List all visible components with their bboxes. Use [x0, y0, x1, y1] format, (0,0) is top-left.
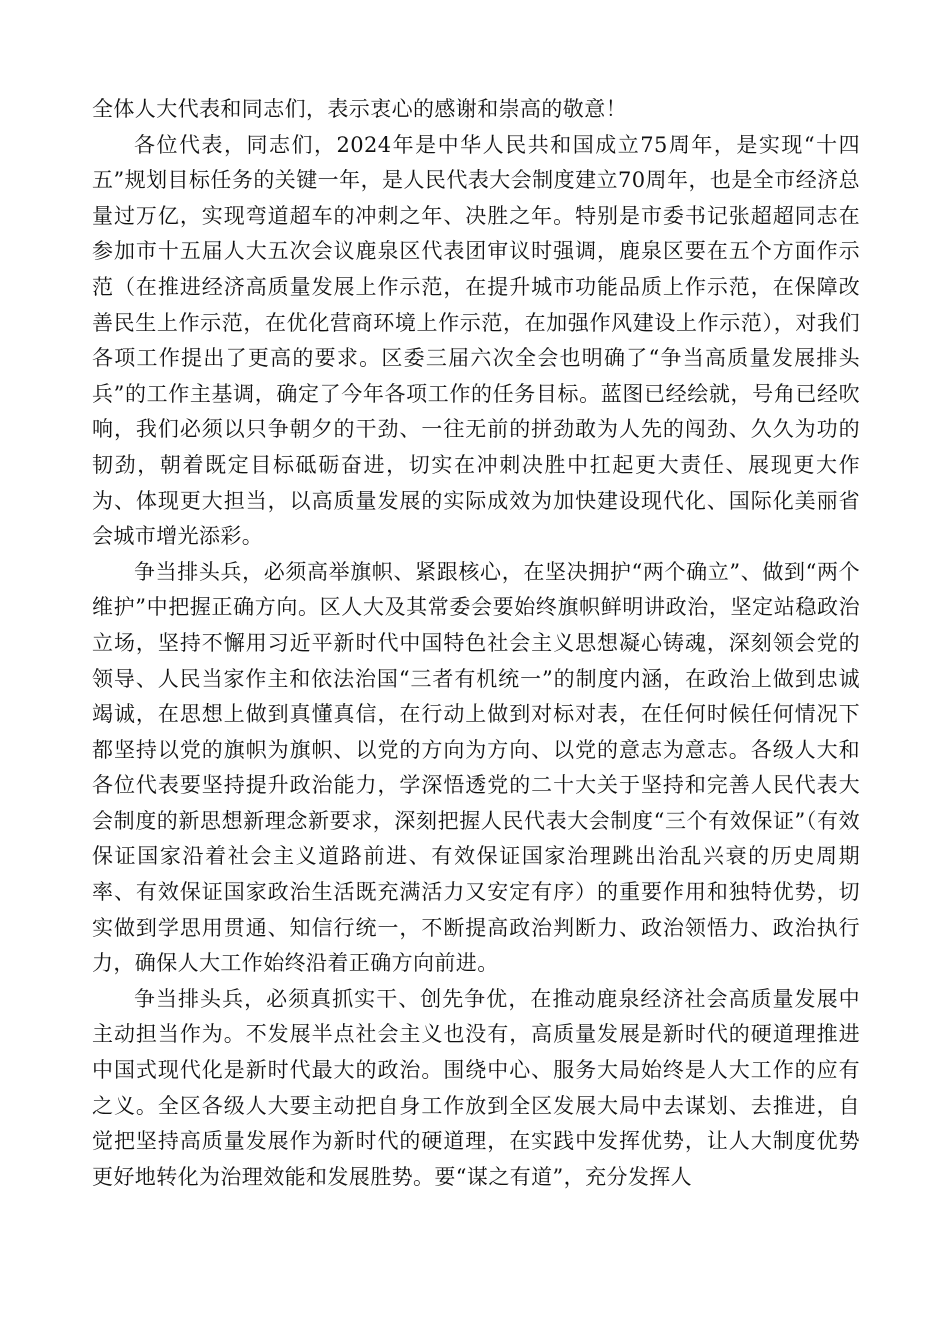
paragraph-high-quality-development: 争当排头兵，必须真抓实干、创先争优，在推动鹿泉经济社会高质量发展中主动担当作为。不发展半点社会主义也没有，高质量发展是新时代的硬道理推进中国式现代化是新时代最大的政治。围绕中心、服务大局始终是人大工作的应有之义。全区各级人大要主动把自身工作放到全区发展大局中去谋划、去推进，自觉把坚持高质量发展作为新时代的硬道理，在实践中发挥优势，让人大制度优势更好地转化为治理效能和发展胜势。要“谋之有道”，充分发挥人 — [92, 986, 860, 1189]
paragraph-continuation: 全体人大代表和同志们，表示衷心的感谢和崇高的敬意！ — [92, 97, 627, 121]
paragraph-2024-overview: 各位代表，同志们，2024年是中华人民共和国成立75周年，是实现“十四五”规划目标任务的关键一年，是人民代表大会制度建立70周年，也是全市经济总量过万亿，实现弯道超车的冲刺之年、决胜之年。特别是市委书记张超超同志在参加市十五届人大五次会议鹿泉区代表团审议时强调，鹿泉区要在五个方面作示范（在推进经济高质量发展上作示范，在提升城市功能品质上作示范，在保障改善民生上作示范，在优化营商环境上作示范，在加强作风建设上作示范），对我们各项工作提出了更高的要求。区委三届六次全会也明确了“争当高质量发展排头兵”的工作主基调，确定了今年各项工作的任务目标。蓝图已经绘就，号角已经吹响，我们必须以只争朝夕的干劲、一往无前的拼劲敢为人先的闯劲、久久为功的韧劲，朝着既定目标砥砺奋进，切实在冲刺决胜中扛起更大责任、展现更大作为、体现更大担当，以高质量发展的实际成效为加快建设现代化、国际化美丽省会城市增光添彩。 — [92, 132, 860, 549]
document-page — [92, 92, 860, 1195]
paragraph-political-direction: 争当排头兵，必须高举旗帜、紧跟核心，在坚决拥护“两个确立”、做到“两个维护”中把握正确方向。区人大及其常委会要始终旗帜鲜明讲政治，坚定站稳政治立场，坚持不懈用习近平新时代中国特色社会主义思想凝心铸魂，深刻领会党的领导、人民当家作主和依法治国“三者有机统一”的制度内涵，在政治上做到忠诚竭诚，在思想上做到真懂真信，在行动上做到对标对表，在任何时候任何情况下都坚持以党的旗帜为旗帜、以党的方向为方向、以党的意志为意志。各级人大和各位代表要坚持提升政治能力，学深悟透党的二十大关于坚持和完善人民代表大会制度的新思想新理念新要求，深刻把握人民代表大会制度“三个有效保证”（有效保证国家沿着社会主义道路前进、有效保证国家治理跳出治乱兴衰的历史周期率、有效保证国家政治生活既充满活力又安定有序）的重要作用和独特优势，切实做到学思用贯通、知信行统一，不断提高政治判断力、政治领悟力、政治执行力，确保人大工作始终沿着正确方向前进。 — [92, 559, 860, 976]
